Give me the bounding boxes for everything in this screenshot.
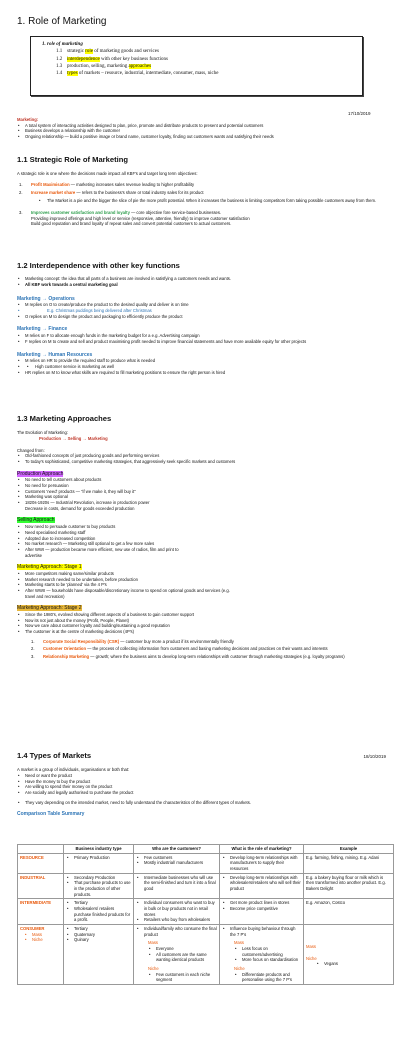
cell-list <box>66 900 131 923</box>
toc-item-number: 1.2 <box>56 56 63 62</box>
cell-list <box>136 855 217 866</box>
selling-approach-label: Selling Approach <box>17 517 55 524</box>
table-body <box>18 853 394 984</box>
cell-item: • Mostly industrial/ manufacturers <box>136 860 217 866</box>
cell-list <box>136 926 217 937</box>
marketing-bullets <box>17 123 392 140</box>
stage-2-numbered <box>17 639 392 660</box>
comparison-table <box>17 844 394 985</box>
cell-item: • Wholesalers/ retailers purchase finished products for a profit. <box>66 906 131 923</box>
section-1-1 <box>17 156 392 227</box>
toc-item-number: 1.4 <box>56 71 63 76</box>
industry-type-cell <box>64 853 134 873</box>
item-3-line: Build good reputation and brand loyalty of repeat sales and convert potential customers to actual customers. <box>31 221 232 227</box>
marketing-role-cell <box>220 873 304 899</box>
numbered-item-text: — the process of collecting information from customers and basing marketing decisions and practices on their wants and interests <box>86 646 328 652</box>
market-pie-note-text: The Market is a pie and the bigger the slice of pie the more profit potential. When it increases the business is limiting competitors form taking possible customers away from them. <box>47 198 377 204</box>
marketing-bullet: • A total system of interacting activities designed to plan, price, promote and distribute products to present and potential customers <box>17 123 392 129</box>
cell-item: • Quinary <box>66 937 131 943</box>
toc-box <box>30 36 363 96</box>
stage-2-bullets <box>17 612 257 635</box>
ops-line-1: • M replies on O to create/produce the product to the desired quality and deliver is on time <box>17 302 392 308</box>
toc-item <box>56 70 356 77</box>
stage-1-bullet: • Marketing starts to be 'planned' via the 4 P's <box>17 582 237 588</box>
hr-line-2: • HR replies on M to know what skills are required to fill marketing positions to ensure the right person is hired <box>17 370 392 376</box>
market-type-cell <box>18 873 64 899</box>
market-type-cell <box>18 899 64 925</box>
customers-cell <box>134 873 220 899</box>
table-header-cell: What is the role of marketing? <box>220 845 304 854</box>
section-1-4-heading: 1.4 Types of Markets <box>17 751 92 760</box>
toc-heading-text: role of marketing <box>47 42 83 47</box>
production-approach <box>17 471 392 512</box>
cell-item: • Intermediate businesses who will use the semi-finished and turn it into a final good <box>136 875 217 892</box>
evolution-label: The Evolution of Marketing: <box>17 430 68 436</box>
changed-from-bullet: • To today's sophisticated, competitive marketing strategies, that aggressively seek specific markets and customers <box>17 459 392 465</box>
industry-type-cell <box>64 899 134 925</box>
example-cell <box>304 899 394 925</box>
toc-heading-number: 1. <box>42 42 46 47</box>
toc-item-highlight: role <box>85 49 93 55</box>
cell-item: • Get more product lines in stores <box>222 900 301 906</box>
toc-item <box>56 56 356 63</box>
cell-item: • Less focus on customers/advertising <box>234 946 301 957</box>
item-3-lines <box>17 216 392 227</box>
niche-label: Niche <box>306 955 317 961</box>
section-1-1-heading: 1.1 Strategic Role of Marketing <box>17 155 128 164</box>
selling-bullet: • No market research — Marketing still optional to get a few more sales <box>17 541 192 547</box>
cell-list <box>222 900 301 911</box>
finance-list <box>17 333 392 344</box>
market-pie-note: • The Market is a pie and the bigger the slice of pie the more profit potential. When it increases the business is limiting competitors form taking possible customers away from them. <box>39 198 377 204</box>
market-intro: A market is a group of individuals, organisations or both that: <box>17 767 130 773</box>
section-1-2-heading: 1.2 Interdependence with other key functions <box>17 261 180 270</box>
section-1-3 <box>17 415 392 662</box>
numbered-item-text: — customer buy more a product if its environmentally friendly <box>119 638 234 644</box>
item-term: Increase market share <box>31 189 76 195</box>
comparison-table-wrap <box>17 844 393 985</box>
cell-item: • Tertiary <box>66 926 131 932</box>
ops-heading: Marketing → Operations <box>17 295 75 302</box>
marketing-stage-1 <box>17 564 392 599</box>
toc-item-number: 1.1 <box>56 49 63 55</box>
table-header-cell: Example <box>304 845 394 854</box>
market-bullet: • Need or want the product <box>17 773 392 779</box>
evolution-flow: Production → Selling → Marketing <box>39 436 108 442</box>
cell-list <box>136 946 217 963</box>
cell-item: • That purchase products to use in the production of other products. <box>66 880 131 897</box>
toc-item-post: with other key business functions <box>99 56 168 62</box>
hr-sub-text: High customer service is marketing as well <box>35 363 115 369</box>
cell-item: • Vegans <box>316 961 391 967</box>
niche-label: Niche <box>234 966 245 972</box>
marketing-role-cell <box>220 853 304 873</box>
strategic-role-item <box>17 182 392 188</box>
cell-item: • Develop long-term relationships with manufacturers to supply their resources <box>222 855 301 872</box>
cell-list <box>306 961 391 967</box>
cell-item: • Few customers in each niche segment <box>148 972 217 983</box>
cell-item: • Everyone <box>148 946 217 952</box>
stage-2-numbered-item <box>31 654 392 660</box>
cell-list <box>222 926 301 937</box>
table-row <box>18 925 394 985</box>
item-3-text: — core objective fore service-based businesses. <box>129 210 222 216</box>
customers-cell <box>134 899 220 925</box>
toc-item-pre: strategic <box>67 49 86 55</box>
example-cell <box>304 925 394 985</box>
cell-list <box>66 855 131 861</box>
page-title: 1. Role of Marketing <box>17 16 107 27</box>
cell-item: • All customers are the same wanting identical products <box>148 952 217 963</box>
item-text: — refers to the business's share or total industry sales for its product <box>75 189 204 195</box>
cell-item: • More focus on standardisation <box>234 957 301 963</box>
numbered-item-number: 1. <box>31 638 35 644</box>
strategic-role-item <box>17 190 392 196</box>
stage-1-bullet: • After WWII — households have disposable/discretionary income to spend on optional goods and services (e.g. travel and recreation) <box>17 588 237 599</box>
toc-item-post: of markets – resource, industrial, intermediate, consumer, mass, niche <box>77 71 219 76</box>
section-1-2 <box>17 262 392 375</box>
example-cell <box>304 873 394 899</box>
cell-list <box>66 875 131 898</box>
table-header-cell: Who are the customers? <box>134 845 220 854</box>
market-type-name: RESOURCE <box>20 854 44 860</box>
finance-heading: Marketing → Finance <box>17 326 68 333</box>
marketing-label: Marketing: <box>17 117 39 122</box>
market-vary-list <box>17 800 392 806</box>
table-row <box>18 853 394 873</box>
hr-sub: • • High customer service is marketing as well <box>17 364 392 370</box>
selling-approach <box>17 517 392 558</box>
numbered-item-text: — growth; where the business aims to develop long-term relationships with customer through marketing strategies (e.g. loyalty programs) <box>89 654 345 660</box>
numbered-item-number: 3. <box>31 654 35 660</box>
interdependence-bullet: • Marketing concept: the idea that all parts of a business are involved in satisfying a customers needs and wants. <box>17 276 392 282</box>
market-vary: • They vary depending on the intended market, need to fully understand the characteristics of the different types of markets. <box>17 800 392 806</box>
cell-item: • Individual consumers who want to buy in bulk or buy products not in retail stores <box>136 900 217 917</box>
cell-item: • Influence buying behaviour through the 7 P's <box>222 926 301 937</box>
section-1-3-heading: 1.3 Marketing Approaches <box>17 414 112 423</box>
stage-2-numbered-item <box>31 646 392 652</box>
cell-item: • Become price competitive <box>222 906 301 912</box>
finance-line: • M relies on F to allocate enough funds in the marketing budget for a e.g. Advertising campaign <box>17 333 392 339</box>
item-3-term: Improves customer satisfaction and brand loyalty <box>31 210 130 216</box>
market-type-name: INTERMEDIATE <box>20 900 52 906</box>
cell-item: • Differentiate products and personalise using the 7 P's <box>234 972 301 983</box>
toc-item-post: of marketing goods and services <box>92 49 159 55</box>
example-text: E.g. Amazon, Costco <box>306 900 346 906</box>
item-text: — marketing increases sales revenue leading to higher profitability <box>69 182 195 188</box>
toc-item-highlight: types <box>67 71 78 76</box>
section-1-1-intro: A strategic role is one where the decisions made impact all KBF's and target long term objectives: <box>17 171 198 177</box>
marketing-bullet: • Ongoing relationship — build a positive image or brand name, customer loyalty, finding out customers wants and satisfying their needs <box>17 134 392 140</box>
hr-list <box>17 358 392 375</box>
toc-heading <box>39 41 356 48</box>
selling-bullets <box>17 524 192 558</box>
toc-item-highlight: interdependence <box>67 56 100 62</box>
numbered-item-term: Customer Orientation <box>43 646 87 652</box>
production-approach-label: Production Approach <box>17 470 64 477</box>
stage-2-label: Marketing Approach: Stage 2 <box>17 605 82 612</box>
cell-item: • Few customers <box>136 855 217 861</box>
customers-cell <box>134 925 220 985</box>
stage-2-bullet: • Now its not just about the money (Profit, People, Planet) <box>17 618 257 624</box>
cell-list <box>136 900 217 923</box>
cell-item: • Quaternary <box>66 932 131 938</box>
table-header-cell: Business industry type <box>64 845 134 854</box>
cell-list <box>222 855 301 872</box>
market-type-name: CONSUMER <box>20 926 45 932</box>
finance-line: • F replies on M to create and sell and product maximising profit needed to improve financial statements and have more available equity for other projects <box>17 339 392 345</box>
market-type-cell <box>18 925 64 985</box>
date-2: 18/10/2019 <box>363 754 386 759</box>
market-bullet: • Are socially and legally authorised to purchase the product <box>17 790 392 796</box>
industry-type-cell <box>64 925 134 985</box>
toc-item-highlight: approaches <box>128 63 152 69</box>
table-header-cell <box>18 845 64 854</box>
cell-list <box>222 946 301 963</box>
changed-from-bullets <box>17 453 392 464</box>
mass-label: Mass <box>234 940 245 946</box>
hr-line-1: • M relies on HR to provide the required staff to produce what is needed <box>17 358 392 364</box>
toc-items <box>39 48 356 77</box>
stage-2-bullet: • Since the 1980's, evolved showing different aspects of a business to gain customer support <box>17 612 257 618</box>
market-subtypes <box>20 932 61 943</box>
marketing-bullet: • Business develops a relationship with the customer <box>17 128 392 134</box>
section-1-1-items <box>17 182 392 195</box>
example-text: E.g. a bakery buying flour or milk which is then transformed into another product. E.g. Bakers Delight <box>306 874 386 892</box>
marketing-definition <box>17 117 392 140</box>
example-text: E.g. farming, fishing, mining. E.g. Adani <box>306 854 380 860</box>
production-bullets <box>17 477 392 505</box>
item-number: 2. <box>19 189 23 195</box>
toc-item <box>56 48 356 55</box>
cell-list <box>222 875 301 892</box>
production-bullet: • Customers 'need' products — "if we make it, they will buy it" <box>17 489 392 495</box>
market-bullet: • Have the money to buy the product <box>17 779 392 785</box>
cell-item: • Individual/family who consume the final product <box>136 926 217 937</box>
selling-bullet: • Need specialised marketing staff <box>17 530 192 536</box>
cell-list <box>136 972 217 983</box>
item-number: 1. <box>19 182 23 188</box>
market-type-cell <box>18 853 64 873</box>
marketing-role-cell <box>220 899 304 925</box>
stage-2-numbered-item <box>31 639 392 645</box>
hr-heading: Marketing → Human Resources <box>17 351 93 358</box>
marketing-stage-2 <box>17 605 392 659</box>
table-row <box>18 873 394 899</box>
market-subtype: • Mass <box>24 932 61 938</box>
ops-list <box>17 302 392 319</box>
item-term: Profit Maximisation <box>31 182 70 188</box>
production-extra: Decrease in costs, demand for goods exceeded production <box>25 505 135 511</box>
stage-1-bullet: • Market research needed to be undertaken, before production <box>17 577 237 583</box>
toc-item-number: 1.3 <box>56 63 63 69</box>
market-bullets <box>17 773 392 796</box>
market-type-name: INDUSTRIAL <box>20 874 46 880</box>
cell-item: • Secondary Production <box>66 875 131 881</box>
market-bullet: • Are willing to spend their money on the product <box>17 784 392 790</box>
stage-1-bullets <box>17 571 237 599</box>
production-bullet: • Marketing was optional <box>17 494 392 500</box>
numbered-item-number: 2. <box>31 646 35 652</box>
table-row <box>18 899 394 925</box>
cell-list <box>136 875 217 892</box>
niche-label: Niche <box>148 966 159 972</box>
table-title: Comparison Table Summary <box>17 811 85 818</box>
production-bullet: • 1820s-1920s — Industrial Revolution, increase in production power <box>17 500 392 506</box>
stage-1-label: Marketing Approach: Stage 1 <box>17 564 82 571</box>
toc-item-pre: production, selling, marketing <box>67 63 129 69</box>
section-1-1-item-3 <box>17 210 392 227</box>
table-header-row <box>18 845 394 854</box>
date-1: 17/10/2019 <box>348 111 371 116</box>
marketing-role-cell <box>220 925 304 985</box>
item-3-line: Providing improved offerings and high level or service (responsive, attentive, friendly) to improve customer satisfaction <box>31 215 250 221</box>
numbered-item-term: Relationship Marketing <box>43 654 90 660</box>
production-bullet: • No need to tell customers about products <box>17 477 392 483</box>
production-bullet: • No need for persuasion <box>17 483 392 489</box>
customers-cell <box>134 853 220 873</box>
cell-list <box>222 972 301 983</box>
stage-2-bullet: • The customer is at the centre of marketing decisions (4P's) <box>17 629 257 635</box>
selling-bullet: • Now need to persuade customer to buy products <box>17 524 192 530</box>
ops-example-text: E.g. Christmas puddings being delivered after Christmas <box>47 308 152 314</box>
toc-item <box>56 63 356 70</box>
selling-bullet: • Adopted due to increased competition <box>17 536 192 542</box>
item-3-number: 3. <box>19 210 23 216</box>
changed-from-label: Changed from: <box>17 447 45 453</box>
cell-item: • Tertiary <box>66 900 131 906</box>
interdependence-bullet: • All KBF work towards a central marketing goal <box>17 282 392 288</box>
cell-list <box>66 926 131 943</box>
stage-2-bullet: • Now we care about customer loyalty and building/sustaining a good reputation <box>17 623 257 629</box>
industry-type-cell <box>64 873 134 899</box>
section-1-4 <box>17 752 392 818</box>
example-cell <box>304 853 394 873</box>
section-1-2-bullets <box>17 276 392 287</box>
stage-1-bullet: • More competitors making same/similar products <box>17 571 237 577</box>
mass-label: Mass <box>148 940 159 946</box>
market-subtype: • Niche <box>24 937 61 943</box>
numbered-item-term: Corporate Social Responsibility (CSR) <box>43 638 120 644</box>
cell-item: • Primary Production <box>66 855 131 861</box>
selling-bullet: • After WWI — production became more efficient, new use of radios, film and print to advertise <box>17 547 192 558</box>
cell-item: • Develop long-term relationships with wholesalers/retailers who will sell their product <box>222 875 301 892</box>
ops-line-2: • O replies on M to design the product and packaging to efficiently produce the product <box>17 314 392 320</box>
mass-label: Mass <box>306 944 317 950</box>
changed-from-bullet: • Old-fashioned concepts of just producing goods and performing services <box>17 453 392 459</box>
cell-item: • Retailers who buy from wholesalers <box>136 917 217 923</box>
